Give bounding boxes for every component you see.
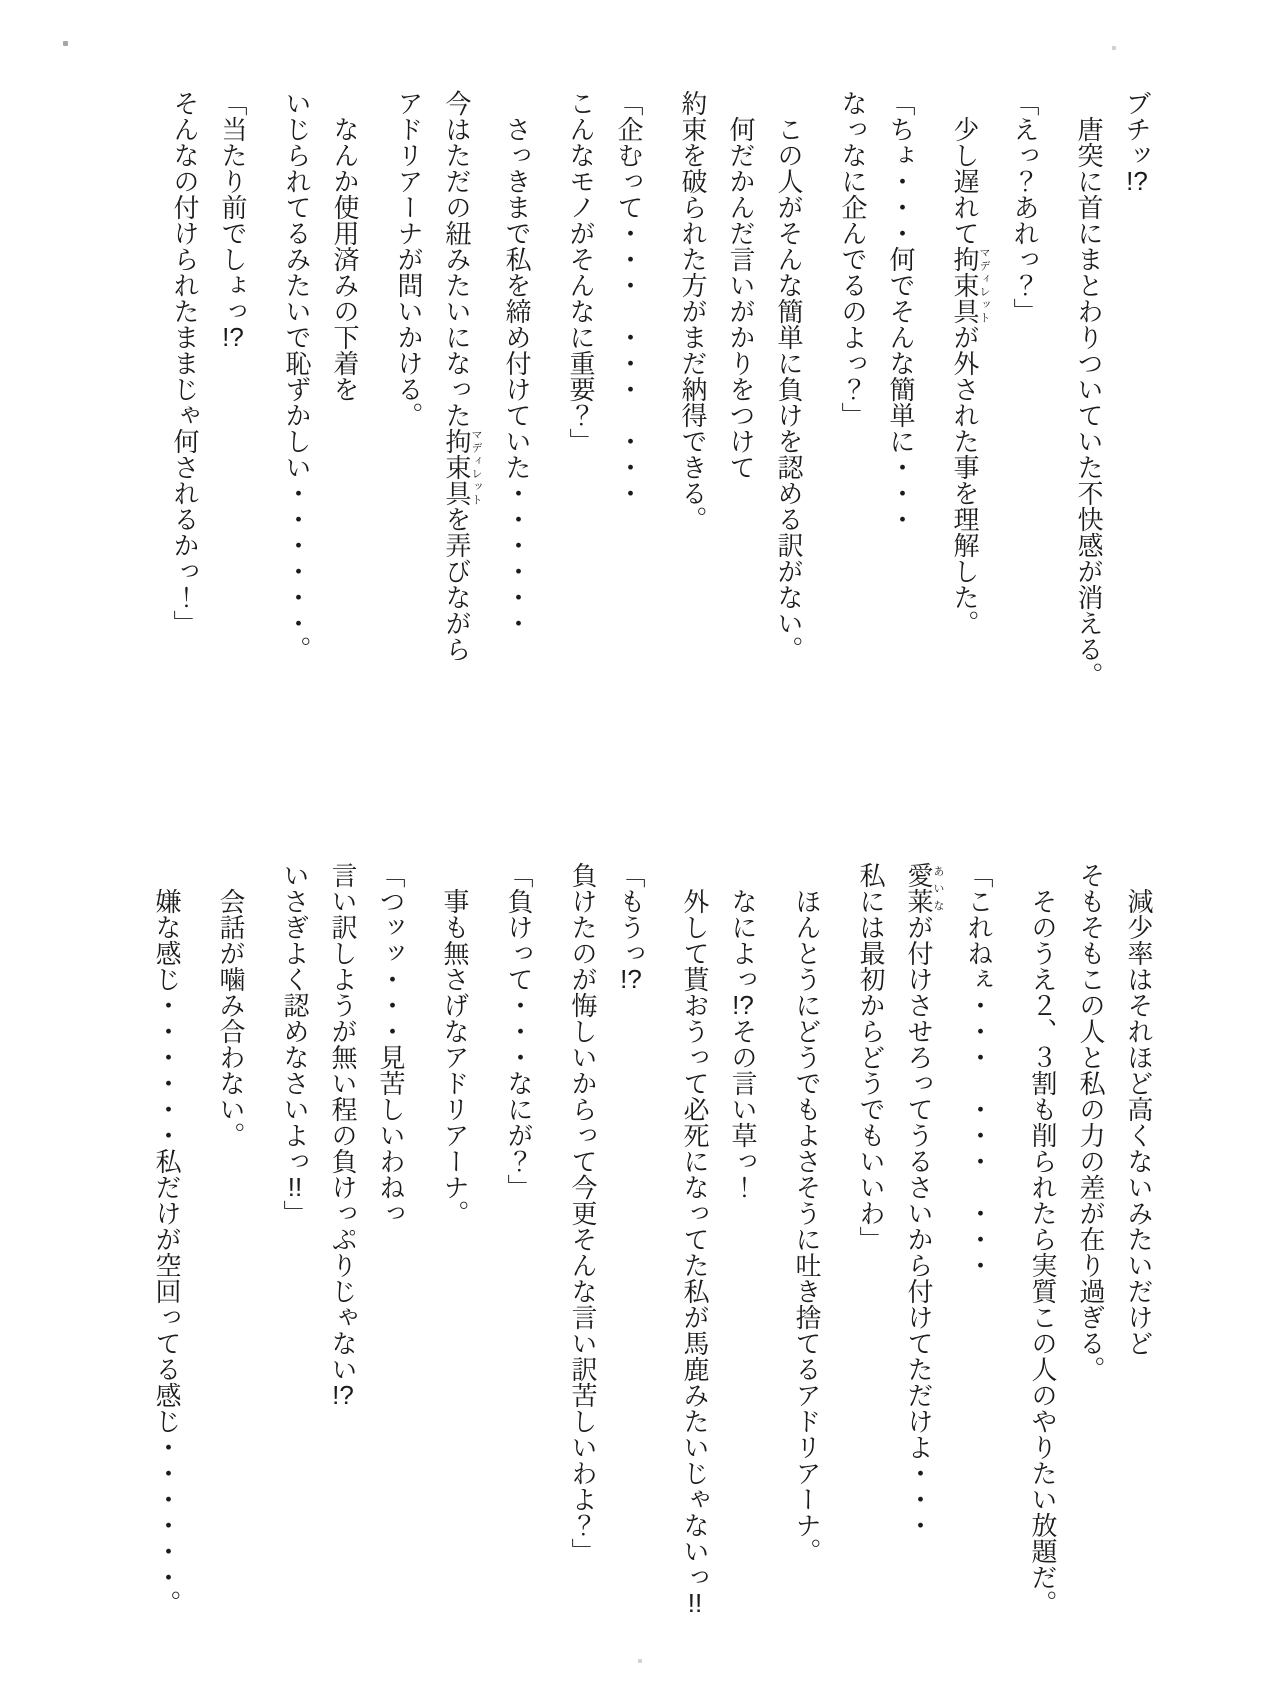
text-line: 今はただの紐みたいになった拘束具マディレットを弄びながら: [442, 90, 482, 662]
scan-artifact-dot: [638, 1659, 642, 1663]
tatechuyoko-punctuation: !?: [1126, 168, 1148, 194]
text-line: なっなに企んでるのよっ？」: [838, 90, 868, 428]
text-line: アドリアーナが問いかける。: [394, 90, 424, 428]
tatechuyoko-punctuation: !?: [332, 1382, 354, 1408]
text-line: 「えっ？あれっ？」: [1010, 90, 1040, 324]
text-line: 「当たり前でしょっ!?: [218, 90, 248, 350]
text-line: 唐突に首にまとわりついていた不快感が消える。: [1074, 116, 1104, 688]
text-line: そんなの付けられたままじゃ何されるかっ！」: [170, 90, 200, 636]
text-line: 約束を破られた方がまだ納得できる。: [678, 90, 708, 532]
bottom-text-block: [154, 862, 1152, 1616]
text-line: 愛莱あいなが付けさせろってうるさいから付けてただけよ・・・: [904, 862, 944, 1538]
text-line: なんか使用済みの下着を: [330, 116, 360, 402]
text-line: なによっ!?その言い草っ！: [728, 888, 758, 1200]
text-line: 事も無さげなアドリアーナ。: [440, 888, 470, 1226]
tatechuyoko-punctuation: !!: [687, 1590, 703, 1616]
text-line: 外して貰おうって必死になってた私が馬鹿みたいじゃないっ!!: [680, 888, 710, 1616]
text-line: 「つッッ・・・見苦しいわねっ: [376, 862, 406, 1226]
tatechuyoko-punctuation: !?: [620, 966, 642, 992]
text-line: 「ちょ・・・何でそんな簡単に・・・: [886, 90, 916, 532]
text-line: いじられてるみたいで恥ずかしい・・・・・・。: [282, 90, 312, 662]
text-line: そもそもこの人と私の力の差が在り過ぎる。: [1076, 862, 1106, 1382]
text-line: こんなモノがそんなに重要？」: [566, 90, 596, 454]
text-line: 減少率はそれほど高くないみたいだけど: [1124, 888, 1154, 1356]
top-text-block: [172, 90, 1150, 688]
text-line: 負けたのが悔しいからって今更そんな言い訳苦しいわよ？」: [568, 862, 598, 1564]
scan-artifact-dot: [1112, 46, 1116, 50]
text-line: 少し遅れて拘束具マディレットが外された事を理解した。: [950, 116, 990, 636]
text-line: 「これねぇ・・・ ・・・ ・・・: [964, 862, 994, 1278]
ruby-annotated-word: 拘束具マディレット: [950, 246, 990, 324]
text-line: 「企むって・・・ ・・・ ・・・: [614, 90, 644, 506]
text-line: そのうえ２、３割も削られたら実質この人のやりたい放題だ。: [1028, 888, 1058, 1616]
text-line: 会話が噛み合わない。: [216, 888, 246, 1148]
text-line: 「負けって・・・なにが？」: [504, 862, 534, 1200]
text-line: ブチッ!?: [1122, 90, 1152, 194]
text-line: いさぎよく認めなさいよっ!!」: [280, 862, 310, 1226]
text-line: ほんとうにどうでもよさそうに吐き捨てるアドリアーナ。: [792, 888, 822, 1564]
text-line: 言い訳しようが無い程の負けっぷりじゃない!?: [328, 862, 358, 1408]
text-line: この人がそんな簡単に負けを認める訳がない。: [774, 116, 804, 662]
text-line: 嫌な感じ・・・・・・私だけが空回ってる感じ・・・・・・。: [152, 888, 182, 1616]
tatechuyoko-punctuation: !?: [222, 324, 244, 350]
tatechuyoko-punctuation: !?: [732, 992, 754, 1018]
text-line: 私には最初からどうでもいいわ」: [856, 862, 886, 1252]
text-line: 何だかんだ言いがかりをつけて: [726, 116, 756, 480]
ruby-annotated-word: 愛莱あいな: [904, 862, 944, 914]
scan-artifact-dot: [63, 41, 68, 46]
tatechuyoko-punctuation: !!: [287, 1174, 303, 1200]
text-line: さっきまで私を締め付けていた・・・・・・: [502, 116, 532, 636]
ruby-annotated-word: 拘束具マディレット: [442, 428, 482, 506]
text-line: 「もうっ!?: [616, 862, 646, 992]
